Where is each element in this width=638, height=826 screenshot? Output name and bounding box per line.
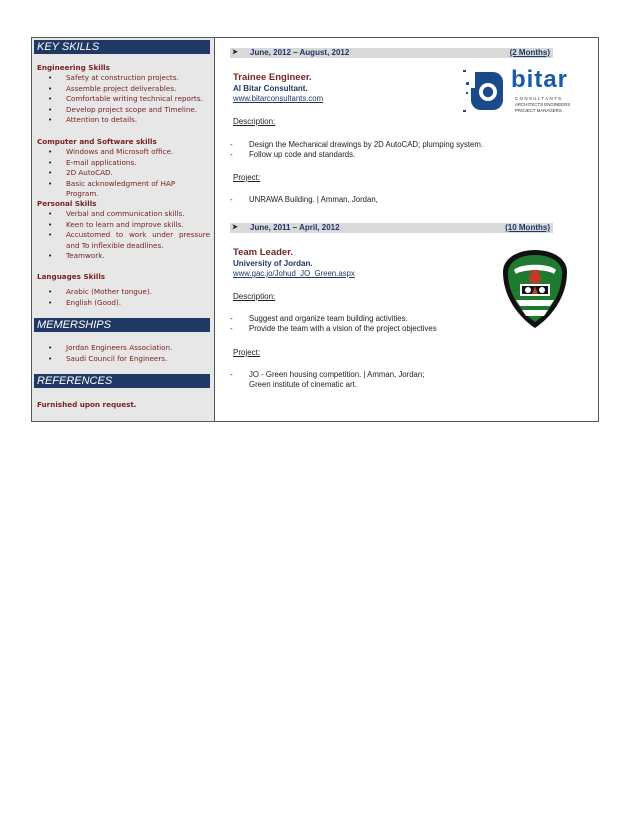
key-skills-heading: KEY SKILLS [34, 40, 210, 54]
organization: Al Bitar Consultant. [233, 84, 308, 93]
bitar-tagline-3: PROJECT MANAGERS [515, 108, 562, 113]
job-title: Trainee Engineer. [233, 72, 312, 83]
description-label: Description: [233, 117, 276, 126]
organization: University of Jordan. [233, 259, 313, 268]
bitar-tagline-1: CONSULTANTS [515, 96, 563, 101]
bitar-wordmark: bitar [511, 66, 569, 93]
languages-skills-title: Languages Skills [37, 272, 106, 281]
memberships-heading: MEMERSHIPS [34, 318, 210, 332]
references-text: Furnished upon request. [37, 400, 137, 409]
project-label: Project: [233, 348, 261, 357]
experience-section: ➤ June, 2012 – August, 2012 (2 Months) Trainee Engineer. Al Bitar Consultant. www.bitarconsultants.com bitar CONSULTANTS ARCHITECTS ENGINEERS PROJECT MANAGERS Description: - Design the Mechanical drawings by 2D AutoCAD; plumping system. - Follow up code and standards. Project: - UNRAWA Building. | Amman, Jordan, ➤ June, 2011 – April, 2012 (10 Months) Team Leader. University of Jordan. www.gac.jo/Johud_JO_Green.aspx Description: - Suggest and organize team building activities. - Provide the team with a vision of the project objectives Project: - JO - Green housing competition. | Amman, Jordan; Green institute of cinematic art. [215, 38, 598, 421]
experience-duration: (2 Months) [509, 48, 550, 57]
description-label: Description: [233, 292, 276, 301]
arrow-bullet-icon: ➤ [232, 49, 238, 56]
experience-date: June, 2012 – August, 2012 [250, 48, 350, 57]
company-link[interactable]: www.bitarconsultants.com [233, 94, 324, 103]
computer-skills-title: Computer and Software skills [37, 137, 157, 146]
experience-date: June, 2011 – April, 2012 [250, 223, 340, 232]
experience-duration: (10 Months) [505, 223, 550, 232]
project-label: Project: [233, 173, 261, 182]
bitar-logo [461, 68, 579, 116]
experience-date-bar [230, 48, 553, 58]
bitar-tagline-2: ARCHITECTS ENGINEERS [515, 102, 571, 107]
arrow-bullet-icon: ➤ [232, 224, 238, 231]
company-link[interactable]: www.gac.jo/Johud_JO_Green.aspx [233, 269, 355, 278]
job-title: Team Leader. [233, 247, 294, 258]
engineering-skills-title: Engineering Skills [37, 63, 110, 72]
references-heading: REFERENCES [34, 374, 210, 388]
sidebar: KEY SKILLS Engineering Skills • Safety at construction projects. • Assemble project deliverables. • Comfortable writing technical reports. • Develop project scope and Timeline. • Attention to details. Computer and Software skills • Windows and Microsoft office. • E-mail applications. • 2D AutoCAD. • Basic acknowledgment of HAP Program. Personal Skills • Verbal and communication skills. • Keen to learn and improve skills. • Accustomed to work under pressure and To inflexible deadlines. • Teamwork. Languages Skills • Arabic (Mother tongue). • English (Good). MEMERSHIPS • Jordan Engineers Association. • Saudi Council for Engineers. REFERENCES Furnished upon request. [32, 38, 215, 421]
personal-skills-title: Personal Skills [37, 199, 97, 208]
experience-date-bar [230, 223, 553, 233]
